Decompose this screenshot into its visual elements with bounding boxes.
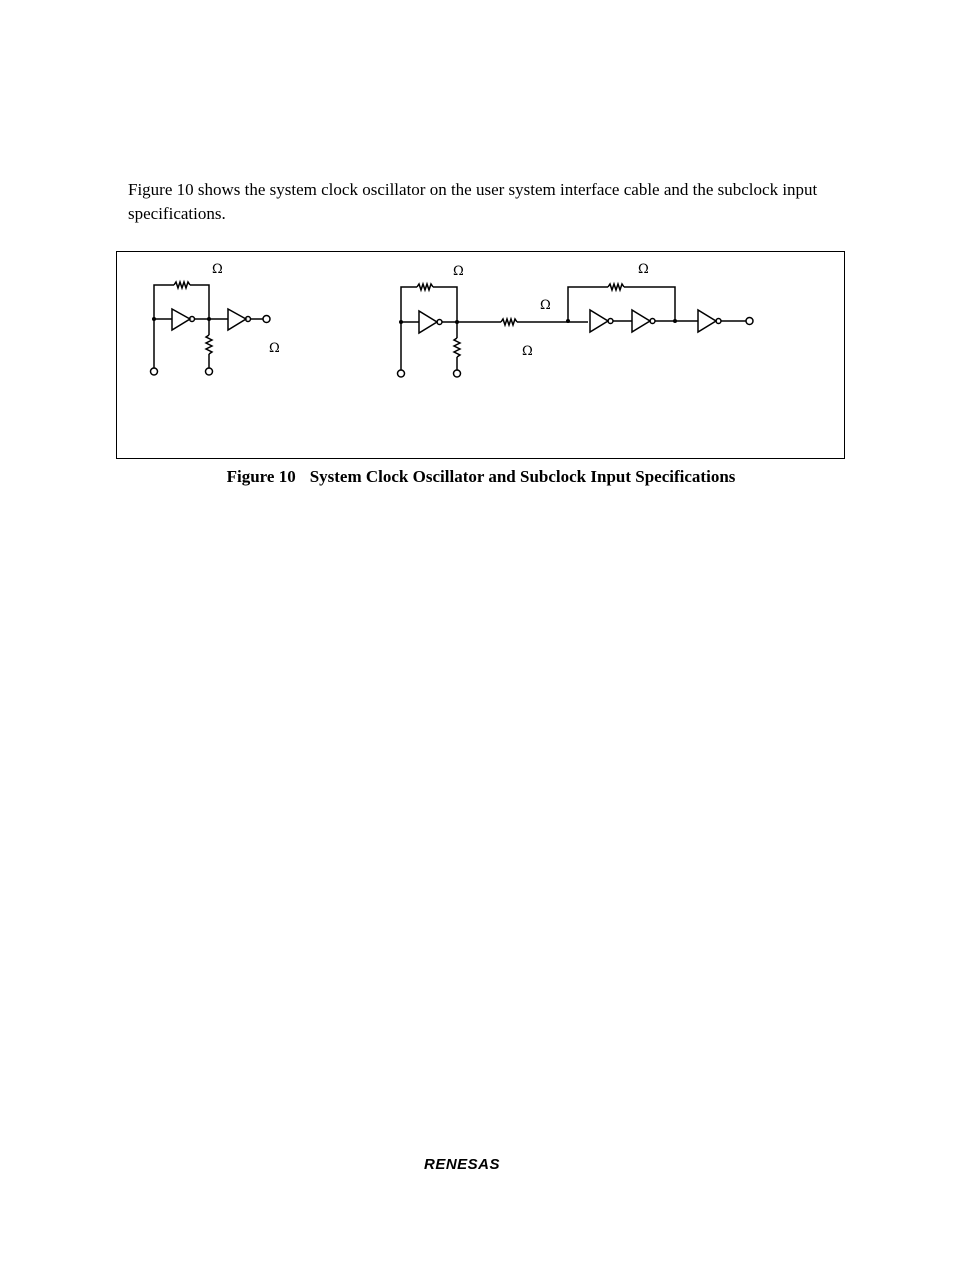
output-terminal bbox=[263, 316, 270, 323]
pin-terminal bbox=[151, 368, 158, 375]
feedback-resistor bbox=[174, 282, 190, 288]
inverter-a bbox=[419, 311, 437, 333]
resistor-value-label: Ω bbox=[522, 344, 533, 359]
subclock-input-circuit bbox=[398, 284, 754, 377]
oscillator-circuit-diagram bbox=[117, 252, 846, 460]
feedback-resistor bbox=[417, 284, 433, 290]
renesas-logo: RENESAS bbox=[424, 1156, 501, 1173]
inverter-1 bbox=[172, 309, 190, 330]
figure-title: System Clock Oscillator and Subclock Input Specifications bbox=[309, 467, 736, 486]
resistor-value-label: Ω bbox=[269, 341, 280, 356]
inverter-2 bbox=[228, 309, 246, 330]
resistor-value-label: Ω bbox=[212, 262, 223, 277]
pin-terminal bbox=[398, 370, 405, 377]
figure-number: Figure 10 bbox=[226, 467, 296, 486]
resistor-value-label: Ω bbox=[540, 298, 551, 313]
output-terminal bbox=[746, 318, 753, 325]
series-resistor bbox=[501, 319, 517, 325]
intro-paragraph: Figure 10 shows the system clock oscillator on the user system interface cable and the subclock input specifications. bbox=[128, 180, 818, 223]
resistor-value-label: Ω bbox=[453, 264, 464, 279]
pin-terminal bbox=[454, 370, 461, 377]
figure-frame bbox=[116, 251, 845, 459]
series-resistor bbox=[206, 335, 212, 354]
inverter-c bbox=[632, 310, 650, 332]
pin-terminal bbox=[206, 368, 213, 375]
system-clock-oscillator-circuit bbox=[151, 282, 271, 375]
feedback-resistor bbox=[608, 284, 624, 290]
bias-resistor bbox=[454, 338, 460, 357]
figure-caption bbox=[0, 466, 954, 488]
inverter-b bbox=[590, 310, 608, 332]
resistor-value-label: Ω bbox=[638, 262, 649, 277]
inverter-d bbox=[698, 310, 716, 332]
